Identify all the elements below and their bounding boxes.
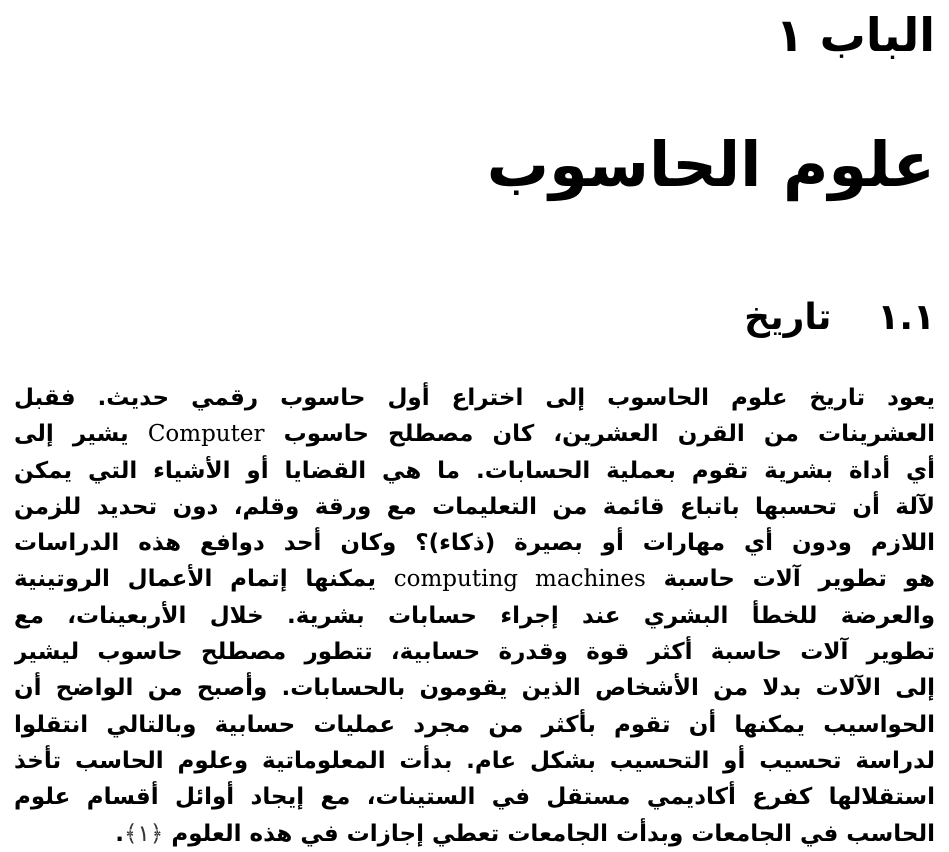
section-title: تاريخ — [744, 297, 832, 338]
paragraph-line: تطوير آلات حاسبة أكثر قوة وقدرة حسابية، تتطور مصطلح حاسوب ليشير — [14, 639, 935, 666]
line-text: هو تطوير آلات حاسبة — [663, 566, 935, 593]
paragraph-line — [14, 561, 935, 597]
paragraph-line: والعرضة للخطأ البشري عند إجراء حسابات بشرية. خلال الأربعينات، مع — [14, 602, 935, 629]
line-text: الحاسب في الجامعات وبدأت الجامعات تعطي إجازات في هذه العلوم — [171, 820, 935, 847]
end-punctuation: . — [115, 820, 124, 847]
paragraph-line: يعود تاريخ علوم الحاسوب إلى اختراع أول حاسوب رقمي حديث. فقبل — [14, 385, 935, 411]
paragraph-line: الحواسيب يمكنها أن تقوم بأكثر من مجرد عمليات حسابية وبالتالي انتقلوا — [14, 711, 935, 738]
chapter-title: علوم الحاسوب — [486, 128, 935, 201]
section-heading — [744, 296, 935, 339]
latin-term: Computer — [147, 421, 265, 448]
paragraph-line: لآلة أن تحسبها باتباع قائمة من التعليمات مع ورقة وقلم، دون تحديد للزمن — [14, 493, 935, 520]
section-number: ١.١ — [877, 297, 935, 338]
body-paragraph — [14, 380, 935, 852]
paragraph-line: لدراسة تحسيب أو التحسيب بشكل عام. بدأت المعلوماتية وعلوم الحاسب تأخذ — [14, 747, 935, 774]
paragraph-line: استقلالها كفرع أكاديمي مستقل في الستينات، مع إيجاد أوائل أقسام علوم — [14, 784, 935, 811]
paragraph-line: اللازم ودون أي مهارات أو بصيرة (ذكاء)؟ وكان أحد دوافع هذه الدراسات — [14, 530, 935, 557]
line-text: العشرينات من القرن العشرين، كان مصطلح حاسوب — [283, 421, 935, 448]
paragraph-line: إلى الآلات بدلا من الأشخاص الذين يقومون بالحسابات. وأصبح من الواضح أن — [14, 675, 935, 702]
line-text: يمكنها إتمام الأعمال الروتينية — [14, 566, 376, 593]
chapter-label: الباب ١ — [775, 8, 935, 62]
paragraph-line: أي أداة بشرية تقوم بعملية الحسابات. ما هي القضايا أو الأشياء التي يمكن — [14, 457, 935, 484]
latin-term: computing machines — [393, 566, 646, 593]
paragraph-line — [14, 416, 935, 452]
line-text: يشير إلى — [14, 421, 129, 448]
citation-marker[interactable]: ﴿١﴾ — [124, 820, 164, 847]
paragraph-line — [14, 816, 935, 852]
